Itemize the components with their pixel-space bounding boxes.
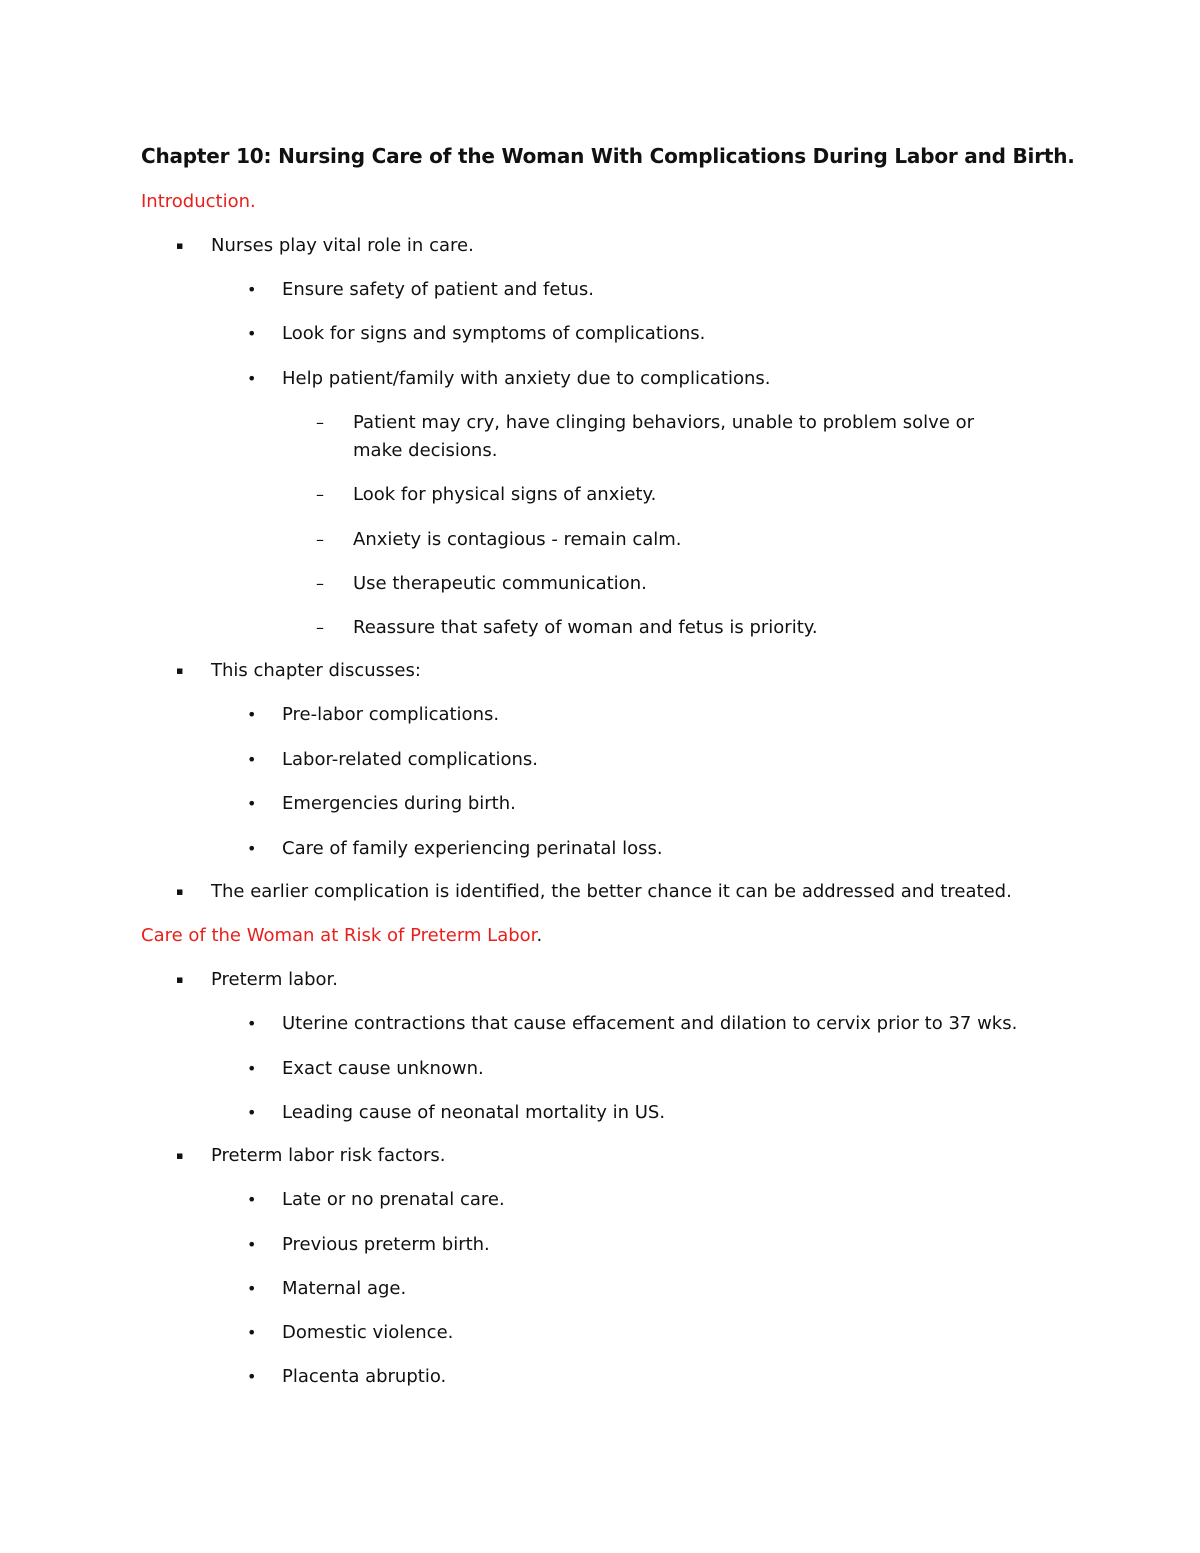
bullet-icon: •	[247, 839, 257, 858]
list-item: Look for physical signs of anxiety.	[353, 484, 657, 505]
bullet-icon: •	[247, 794, 257, 813]
list-item: Nurses play vital role in care.	[211, 235, 474, 256]
list-item: Care of family experiencing perinatal loss.	[282, 838, 663, 859]
dash-icon: –	[316, 530, 324, 549]
list-item: Labor-related complications.	[282, 749, 539, 770]
list-item: Help patient/family with anxiety due to complications.	[282, 368, 771, 389]
dash-icon: –	[316, 485, 324, 504]
bullet-icon: •	[247, 1014, 257, 1033]
list-item: Emergencies during birth.	[282, 793, 516, 814]
square-bullet-icon: ▪	[176, 885, 184, 898]
chapter-title: Chapter 10: Nursing Care of the Woman With Complications During Labor and Birth.	[141, 144, 1075, 168]
dash-icon: –	[316, 413, 324, 432]
section-heading-period: .	[536, 925, 543, 946]
bullet-icon: •	[247, 1367, 257, 1386]
list-item: Look for signs and symptoms of complications.	[282, 323, 706, 344]
section-heading-preterm	[141, 922, 542, 950]
dash-icon: –	[316, 574, 324, 593]
bullet-icon: •	[247, 1190, 257, 1209]
bullet-icon: •	[247, 705, 257, 724]
section-heading-text: Care of the Woman at Risk of Preterm Labor	[141, 925, 537, 946]
list-item: Leading cause of neonatal mortality in US.	[282, 1102, 666, 1123]
list-item: Anxiety is contagious - remain calm.	[353, 529, 682, 550]
list-item: Reassure that safety of woman and fetus is priority.	[353, 617, 818, 638]
bullet-icon: •	[247, 1279, 257, 1298]
square-bullet-icon: ▪	[176, 973, 184, 986]
list-item: Ensure safety of patient and fetus.	[282, 279, 595, 300]
list-item: Domestic violence.	[282, 1322, 454, 1343]
list-item: Preterm labor.	[211, 969, 339, 990]
square-bullet-icon: ▪	[176, 1149, 184, 1162]
bullet-icon: •	[247, 324, 257, 343]
list-item: Exact cause unknown.	[282, 1058, 484, 1079]
list-item: Uterine contractions that cause effacement and dilation to cervix prior to 37 wks.	[282, 1013, 1018, 1034]
bullet-icon: •	[247, 1059, 257, 1078]
square-bullet-icon: ▪	[176, 664, 184, 677]
bullet-icon: •	[247, 369, 257, 388]
bullet-icon: •	[247, 750, 257, 769]
list-item: Maternal age.	[282, 1278, 407, 1299]
section-heading-introduction: Introduction.	[141, 191, 256, 212]
list-item: Patient may cry, have clinging behaviors, unable to problem solve or make decisions.	[353, 412, 975, 461]
dash-icon: –	[316, 618, 324, 637]
list-item: Use therapeutic communication.	[353, 573, 647, 594]
list-item: This chapter discusses:	[211, 660, 421, 681]
list-item: Preterm labor risk factors.	[211, 1145, 446, 1166]
square-bullet-icon: ▪	[176, 239, 184, 252]
list-item: Previous preterm birth.	[282, 1234, 490, 1255]
list-item: The earlier complication is identified, the better chance it can be addressed and treated.	[211, 881, 1012, 902]
bullet-icon: •	[247, 1235, 257, 1254]
bullet-icon: •	[247, 280, 257, 299]
list-item: Late or no prenatal care.	[282, 1189, 505, 1210]
bullet-icon: •	[247, 1323, 257, 1342]
list-item: Pre-labor complications.	[282, 704, 500, 725]
list-item: Placenta abruptio.	[282, 1366, 447, 1387]
bullet-icon: •	[247, 1103, 257, 1122]
